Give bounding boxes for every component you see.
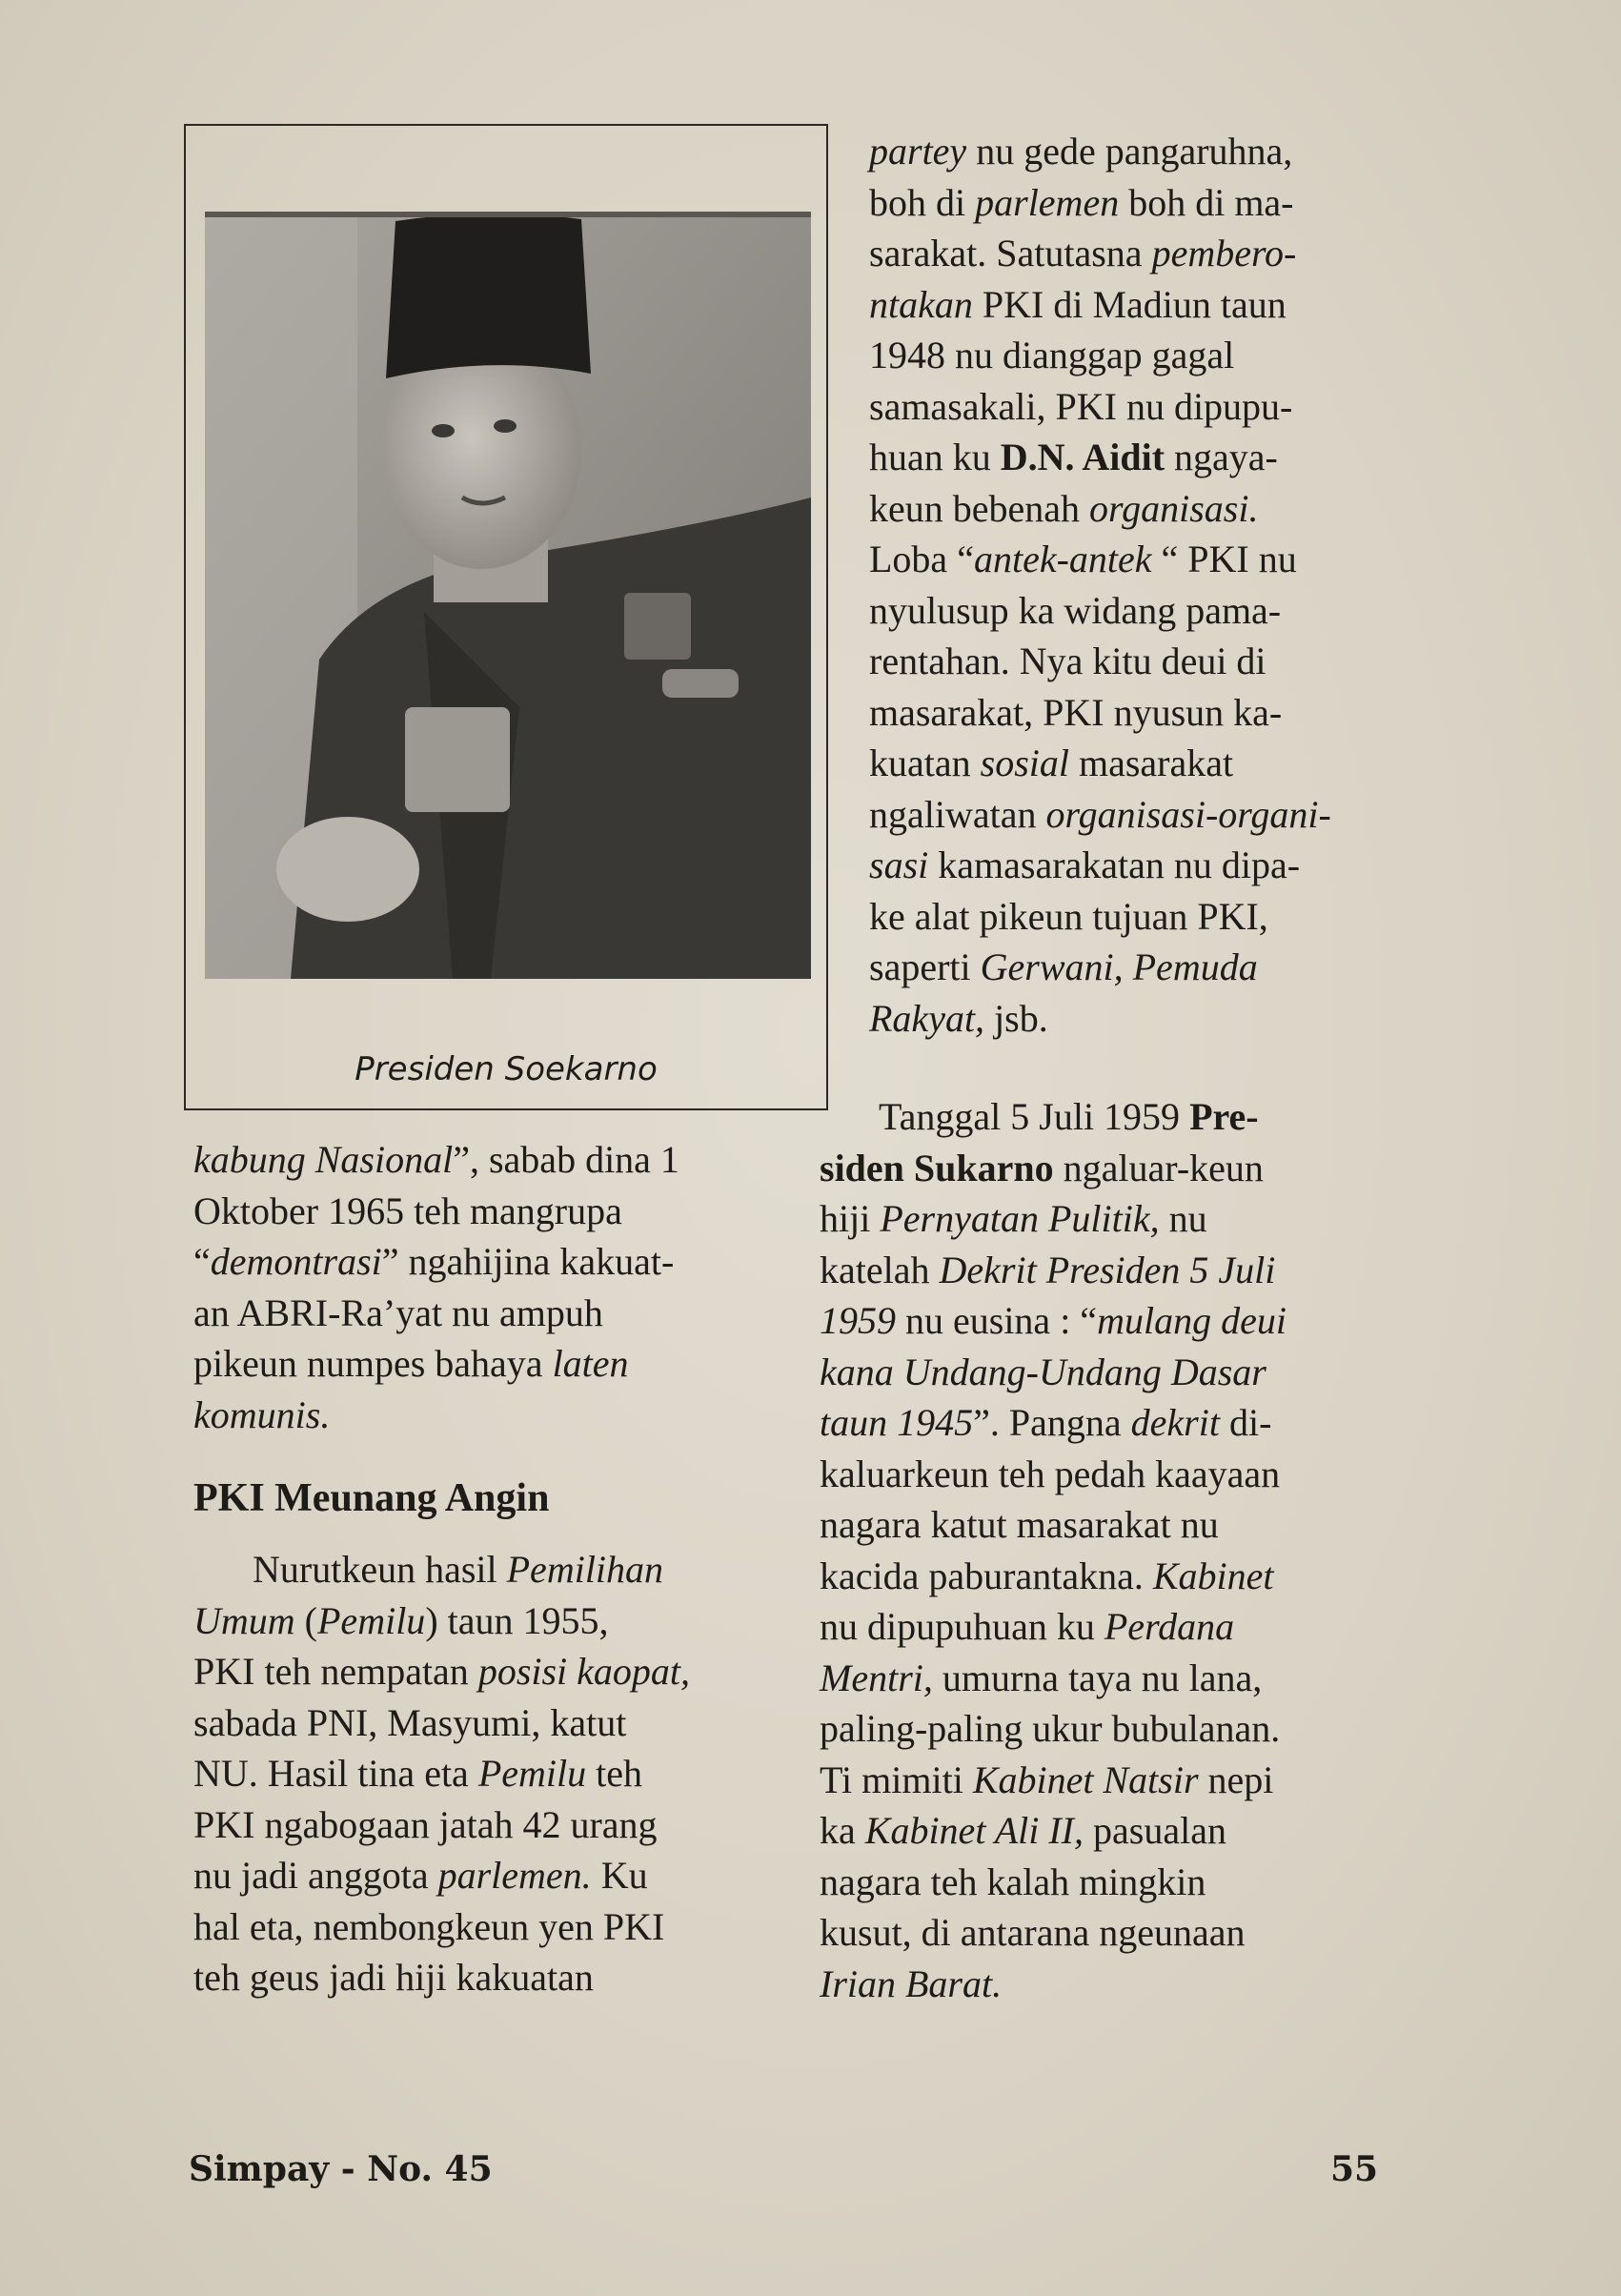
text-run: nagara teh kalah mingkin: [820, 1859, 1206, 1903]
text-run: umurna taya nu lana,: [932, 1656, 1263, 1699]
text-run: pasualan: [1084, 1809, 1226, 1852]
text-run: siden Sukarno: [820, 1146, 1054, 1189]
text-line: [193, 1134, 784, 1186]
text-run: teh geus jadi hiji kakuatan: [193, 1956, 594, 1999]
text-run: parlemen.: [437, 1854, 592, 1897]
text-run: PKI teh nempatan: [193, 1650, 478, 1693]
text-run: masarakat: [1068, 742, 1234, 784]
text-run: nyulusup ka widang pama-: [869, 588, 1282, 632]
text-run: ) taun 1955,: [425, 1598, 609, 1642]
left-column-bottom: [193, 1544, 784, 2003]
text-run: jsb.: [984, 996, 1048, 1040]
text-line: [193, 1595, 784, 1647]
text-run: huan ku: [869, 436, 1001, 478]
text-run: Gerwani, Pemuda: [980, 945, 1258, 988]
text-line: [193, 1288, 784, 1339]
text-run: Oktober 1965 teh mangrupa: [193, 1189, 622, 1232]
text-run: paling-paling ukur bubulanan.: [820, 1707, 1281, 1750]
text-run: D.N. Aidit: [1000, 436, 1165, 478]
text-run: Kabinet: [1152, 1554, 1274, 1597]
text-run: nu eusina : “: [896, 1299, 1098, 1342]
text-line: [869, 177, 1403, 229]
text-run: mulang deui: [1097, 1299, 1287, 1342]
text-run: Pemilihan: [506, 1548, 664, 1591]
text-run: kana Undang-Undang Dasar: [820, 1350, 1266, 1393]
text-run: PKI di Madiun taun: [972, 282, 1287, 326]
text-line: [820, 1347, 1401, 1398]
text-run: organisasi.: [1089, 486, 1259, 530]
text-run: ngaya-: [1165, 436, 1278, 478]
text-line: [869, 891, 1403, 943]
text-line: [193, 1186, 784, 1237]
text-run: boh di ma-: [1119, 180, 1294, 224]
text-run: nepi: [1198, 1758, 1274, 1801]
text-run: Pernyatan Pulitik,: [880, 1197, 1160, 1240]
magazine-issue: Simpay - No. 45: [189, 2149, 493, 2189]
text-run: sabada PNI, Masyumi, katut: [193, 1700, 627, 1744]
text-run: Rakyat,: [869, 996, 985, 1040]
text-line: [820, 1551, 1401, 1602]
text-run: taun 1945: [820, 1401, 974, 1444]
text-line: [820, 1091, 1401, 1143]
text-line: [820, 1193, 1401, 1245]
text-run: partey: [869, 130, 967, 173]
text-run: pembero-: [1151, 232, 1297, 274]
text-run: sosial: [980, 742, 1069, 784]
text-run: rentahan. Nya kitu deui di: [869, 640, 1266, 682]
text-run: Kabinet Natsir: [972, 1758, 1199, 1801]
text-run: kuatan: [869, 742, 981, 784]
text-run: hiji: [820, 1197, 881, 1240]
text-run: Ku: [591, 1854, 648, 1897]
text-run: ”. Pangna: [973, 1401, 1131, 1444]
text-run: kaluarkeun teh pedah kaayaan: [820, 1452, 1281, 1495]
section-heading: PKI Meunang Angin: [193, 1476, 550, 1520]
text-run: ” ngahijina kakuat-: [381, 1240, 675, 1283]
text-run: keun bebenah: [869, 486, 1090, 530]
text-run: Perdana: [1104, 1605, 1235, 1648]
text-run: Tanggal 5 Juli 1959: [879, 1095, 1190, 1138]
text-line: [193, 1901, 784, 1953]
text-line: [869, 534, 1403, 585]
text-run: parlemen: [975, 180, 1120, 224]
text-run: ka: [820, 1809, 865, 1852]
text-run: Ti mimiti: [820, 1758, 973, 1801]
text-line: [869, 228, 1403, 279]
text-run: Mentri,: [820, 1656, 933, 1699]
text-run: boh di: [869, 180, 976, 224]
text-line: [869, 636, 1403, 687]
text-run: organisasi-organi-: [1045, 792, 1331, 836]
text-line: [820, 1857, 1401, 1908]
soekarno-photo: [205, 212, 811, 979]
text-run: ke alat pikeun tujuan PKI,: [869, 894, 1268, 938]
text-run: ntakan: [869, 282, 973, 326]
text-run: Pre-: [1189, 1095, 1259, 1138]
text-run: 1959: [820, 1299, 896, 1342]
text-line: [869, 840, 1403, 891]
text-run: “: [193, 1240, 211, 1283]
text-run: Pemilu: [317, 1598, 426, 1642]
photo-frame: [184, 124, 828, 1110]
text-line: [193, 1544, 784, 1595]
text-run: Kabinet Ali II,: [864, 1809, 1084, 1852]
text-line: [820, 1499, 1401, 1551]
text-line: [869, 330, 1403, 381]
text-run: Irian Barat.: [820, 1961, 1003, 2005]
text-run: nu: [1159, 1197, 1207, 1240]
text-run: Loba “: [869, 538, 974, 580]
text-run: sasi: [869, 843, 929, 886]
text-line: [193, 1850, 784, 1901]
text-run: nu gede pangaruhna,: [966, 130, 1293, 173]
text-run: saperti: [869, 945, 981, 988]
text-line: [869, 279, 1403, 331]
text-line: [820, 1245, 1401, 1296]
text-line: [820, 1959, 1401, 2010]
text-run: antek-antek: [973, 538, 1152, 580]
text-run: NU. Hasil tina eta: [193, 1752, 478, 1795]
text-line: [820, 1703, 1401, 1755]
text-line: [820, 1397, 1401, 1449]
text-line: [193, 1236, 784, 1288]
text-run: kusut, di antarana ngeunaan: [820, 1911, 1246, 1954]
text-line: [869, 483, 1403, 535]
text-run: kacida paburantakna.: [820, 1554, 1153, 1597]
text-run: posisi kaopat,: [477, 1650, 691, 1693]
photo-caption: Presiden Soekarno: [355, 1050, 658, 1088]
text-line: [193, 1748, 784, 1799]
text-run: 1948 nu dianggap gagal: [869, 334, 1235, 376]
portrait-illustration: [205, 212, 811, 979]
text-line: [869, 126, 1403, 177]
text-line: [869, 432, 1403, 483]
text-run: katelah: [820, 1248, 940, 1291]
text-line: [869, 687, 1403, 739]
text-line: [869, 993, 1403, 1045]
left-column-top: [193, 1134, 784, 1440]
text-run: kamasarakatan nu dipa-: [928, 843, 1301, 886]
text-run: PKI ngabogaan jatah 42 urang: [193, 1802, 658, 1846]
text-line: [820, 1805, 1401, 1857]
text-run: komunis.: [193, 1392, 331, 1436]
text-line: [193, 1338, 784, 1390]
text-line: [193, 1952, 784, 2003]
text-run: Pemilu: [477, 1752, 587, 1795]
text-run: laten: [552, 1342, 629, 1385]
right-column-top: [869, 126, 1403, 1044]
text-run: hal eta, nembongkeun yen PKI: [193, 1904, 665, 1948]
text-run: Umum: [193, 1598, 295, 1642]
text-line: [193, 1799, 784, 1851]
text-line: [869, 381, 1403, 433]
text-line: [869, 738, 1403, 789]
text-line: [869, 585, 1403, 637]
text-line: [869, 789, 1403, 841]
text-run: “ PKI nu: [1151, 538, 1297, 580]
text-line: [820, 1143, 1401, 1194]
text-run: ngaliwatan: [869, 792, 1046, 836]
text-run: di-: [1219, 1401, 1272, 1444]
text-line: [820, 1449, 1401, 1500]
text-line: [820, 1653, 1401, 1704]
text-run: Nurutkeun hasil: [253, 1548, 507, 1591]
text-run: sarakat. Satutasna: [869, 232, 1152, 274]
right-column-bottom: [820, 1091, 1401, 2009]
text-run: (: [294, 1598, 317, 1642]
text-run: nu dipupuhuan ku: [820, 1605, 1104, 1648]
text-run: demontrasi: [210, 1240, 382, 1283]
text-run: nu jadi anggota: [193, 1854, 438, 1897]
text-run: masarakat, PKI nyusun ka-: [869, 690, 1283, 734]
text-run: nagara katut masarakat nu: [820, 1503, 1219, 1546]
page-number: 55: [1330, 2149, 1379, 2189]
text-line: [193, 1390, 784, 1441]
text-run: Dekrit Presiden 5 Juli: [939, 1248, 1276, 1291]
text-run: kabung Nasional: [193, 1138, 454, 1181]
text-line: [820, 1295, 1401, 1347]
text-run: samasakali, PKI nu dipupu-: [869, 384, 1293, 428]
text-line: [193, 1646, 784, 1697]
text-line: [820, 1755, 1401, 1806]
text-line: [820, 1601, 1401, 1653]
text-line: [193, 1697, 784, 1749]
text-run: teh: [586, 1752, 642, 1795]
text-line: [820, 1907, 1401, 1959]
text-run: pikeun numpes bahaya: [193, 1342, 553, 1385]
text-run: ngaluar-keun: [1053, 1146, 1264, 1189]
text-line: [869, 942, 1403, 993]
text-run: dekrit: [1130, 1401, 1220, 1444]
text-run: ”, sabab dina 1: [453, 1138, 679, 1181]
text-run: an ABRI-Ra’yat nu ampuh: [193, 1290, 603, 1334]
